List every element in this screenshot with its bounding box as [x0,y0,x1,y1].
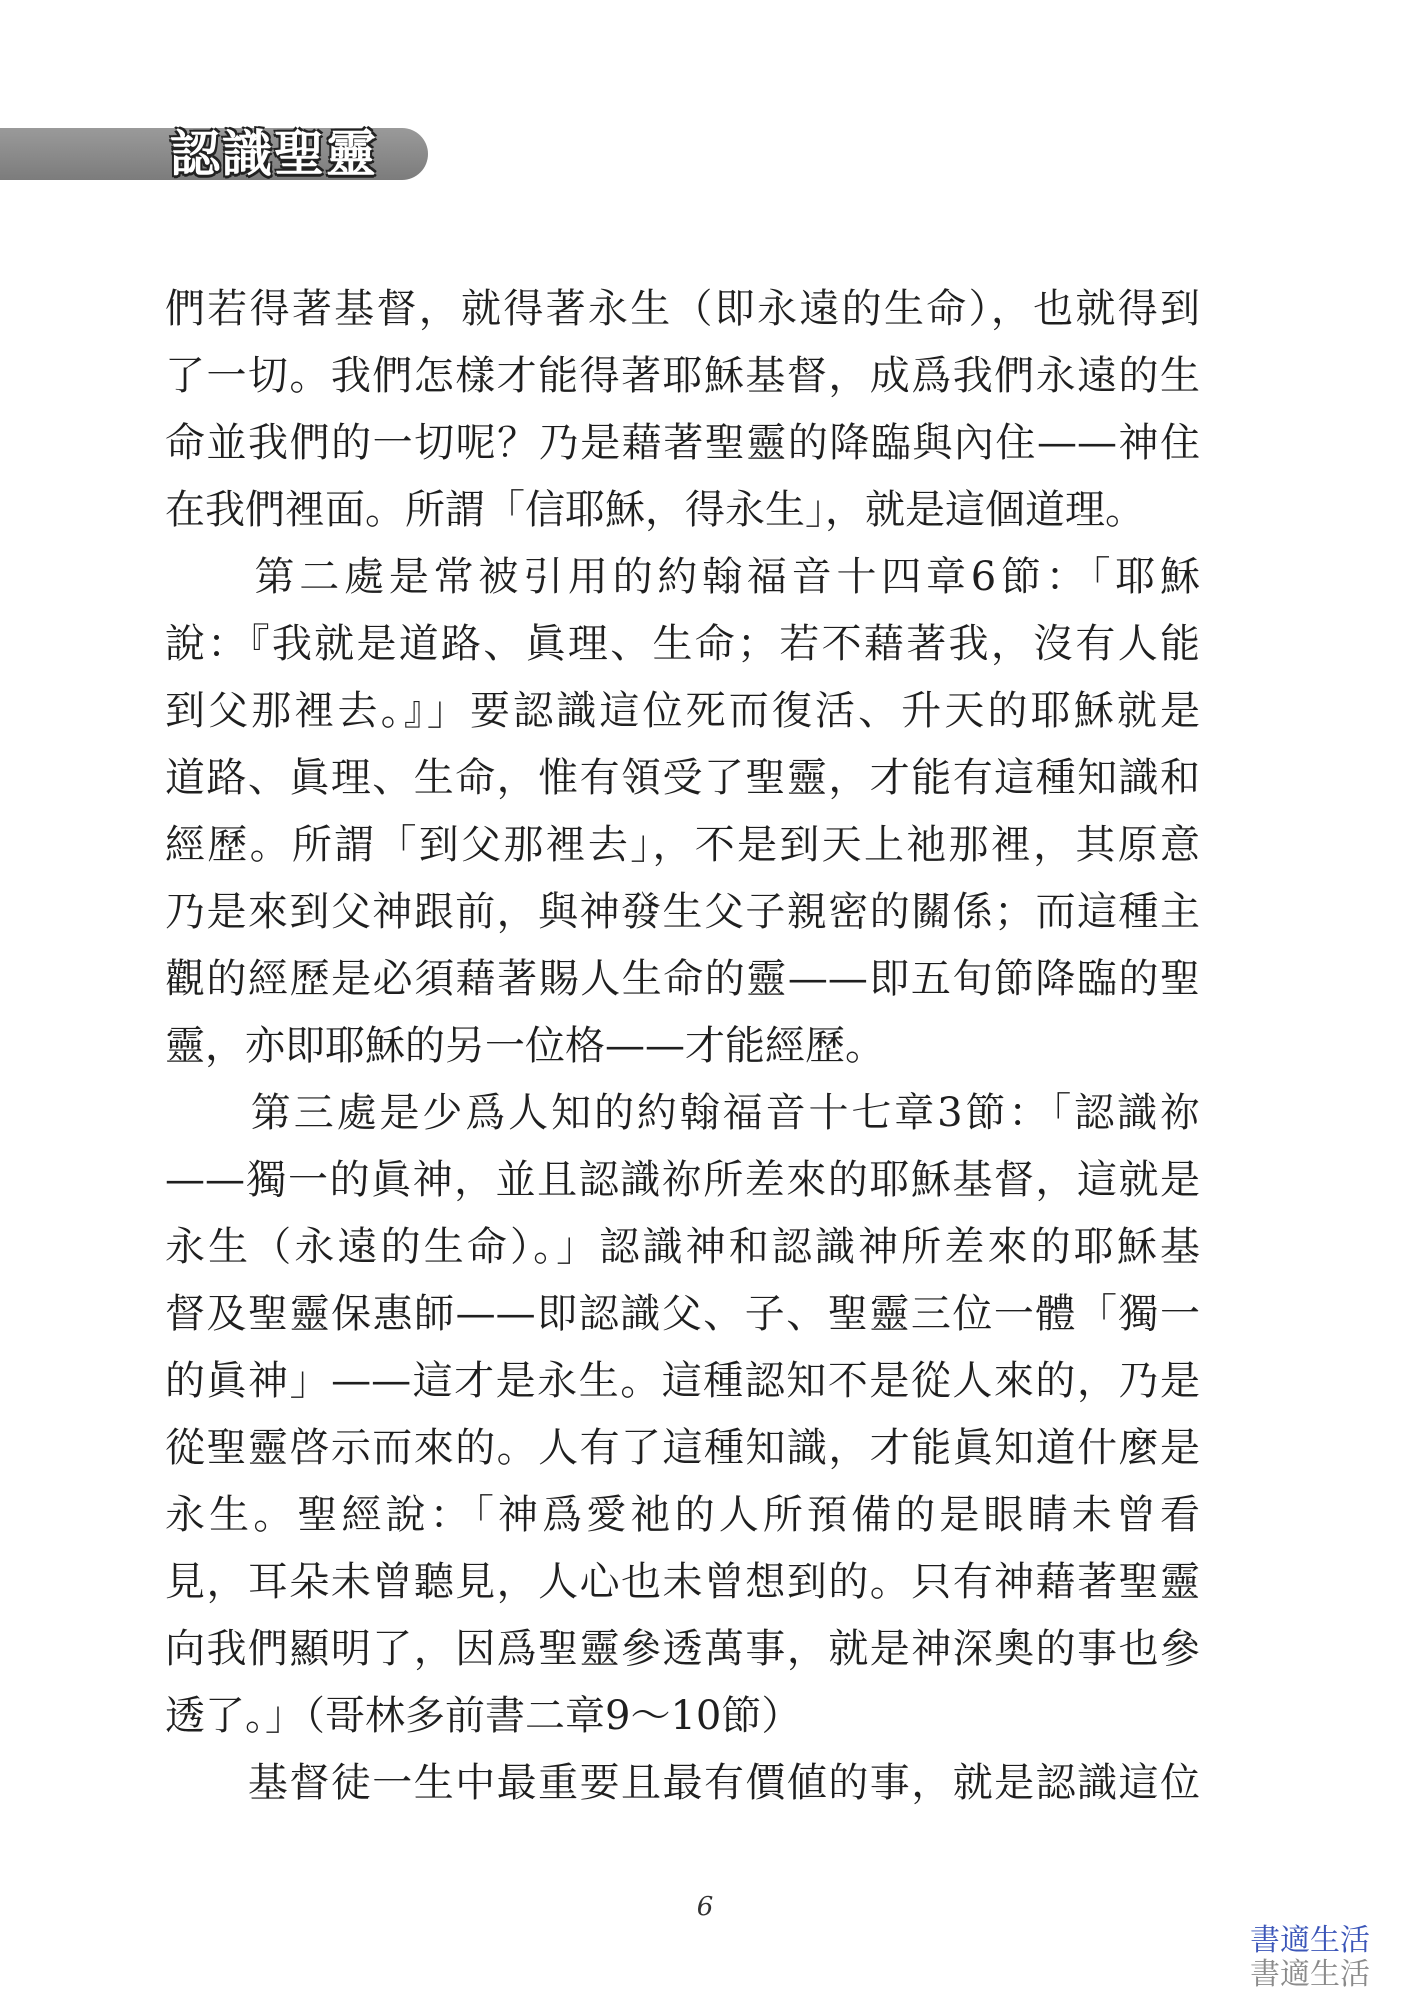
text-line: 督及聖靈保惠師——即認識父、子、聖靈三位一體「獨一 [165,1291,1200,1337]
text-line: 從聖靈啓示而來的。人有了這種知識，才能眞知道什麼是 [165,1425,1200,1471]
text-line: 乃是來到父神跟前，與神發生父子親密的關係；而這種主 [165,889,1200,935]
text-line: 們若得著基督，就得著永生（即永遠的生命），也就得到 [165,286,1200,332]
text-line: 觀的經歷是必須藉著賜人生命的靈——即五旬節降臨的聖 [165,956,1200,1002]
text-line: 到父那裡去。』」要認識這位死而復活、升天的耶穌就是 [165,688,1200,734]
book-title: 認識聖靈 [170,124,378,183]
text-line: 道路、眞理、生命，惟有領受了聖靈，才能有這種知識和 [165,755,1200,801]
text-line: 說：『我就是道路、眞理、生命；若不藉著我，沒有人能 [165,621,1200,667]
text-line: 永生。聖經說：「神爲愛祂的人所預備的是眼睛未曾看 [165,1492,1200,1538]
text-line: 經歷。所謂「到父那裡去」，不是到天上祂那裡，其原意 [165,822,1200,868]
watermark-line-2: 書適生活 [1250,1957,1370,1992]
text-line: ——獨一的眞神，並且認識祢所差來的耶穌基督，這就是 [165,1157,1200,1203]
text-line: 了一切。我們怎樣才能得著耶穌基督，成爲我們永遠的生 [165,353,1200,399]
text-line: 的眞神」——這才是永生。這種認知不是從人來的，乃是 [165,1358,1200,1404]
text-line: 在我們裡面。所謂「信耶穌，得永生」，就是這個道理。 [165,487,1145,533]
text-line: 永生（永遠的生命）。」認識神和認識神所差來的耶穌基 [165,1224,1200,1270]
watermark-line-1: 書適生活 [1250,1923,1370,1958]
text-line: 第三處是少爲人知的約翰福音十七章3節：「認識祢 [165,1090,1200,1136]
text-line: 見，耳朵未曾聽見，人心也未曾想到的。只有神藉著聖靈 [165,1559,1200,1605]
text-line: 第二處是常被引用的約翰福音十四章6節：「耶穌 [165,554,1200,600]
text-line: 基督徒一生中最重要且最有價値的事，就是認識這位 [165,1760,1200,1806]
text-line: 命並我們的一切呢？乃是藉著聖靈的降臨與內住——神住 [165,420,1200,466]
text-line: 透了。」（哥林多前書二章9～10節） [165,1693,802,1739]
watermark [1250,1924,1370,1992]
text-line: 向我們顯明了，因爲聖靈參透萬事，就是神深奧的事也參 [165,1626,1200,1672]
text-line: 靈，亦即耶穌的另一位格——才能經歷。 [165,1023,885,1069]
page-number: 6 [696,1892,714,1922]
body-text [165,276,1200,1817]
